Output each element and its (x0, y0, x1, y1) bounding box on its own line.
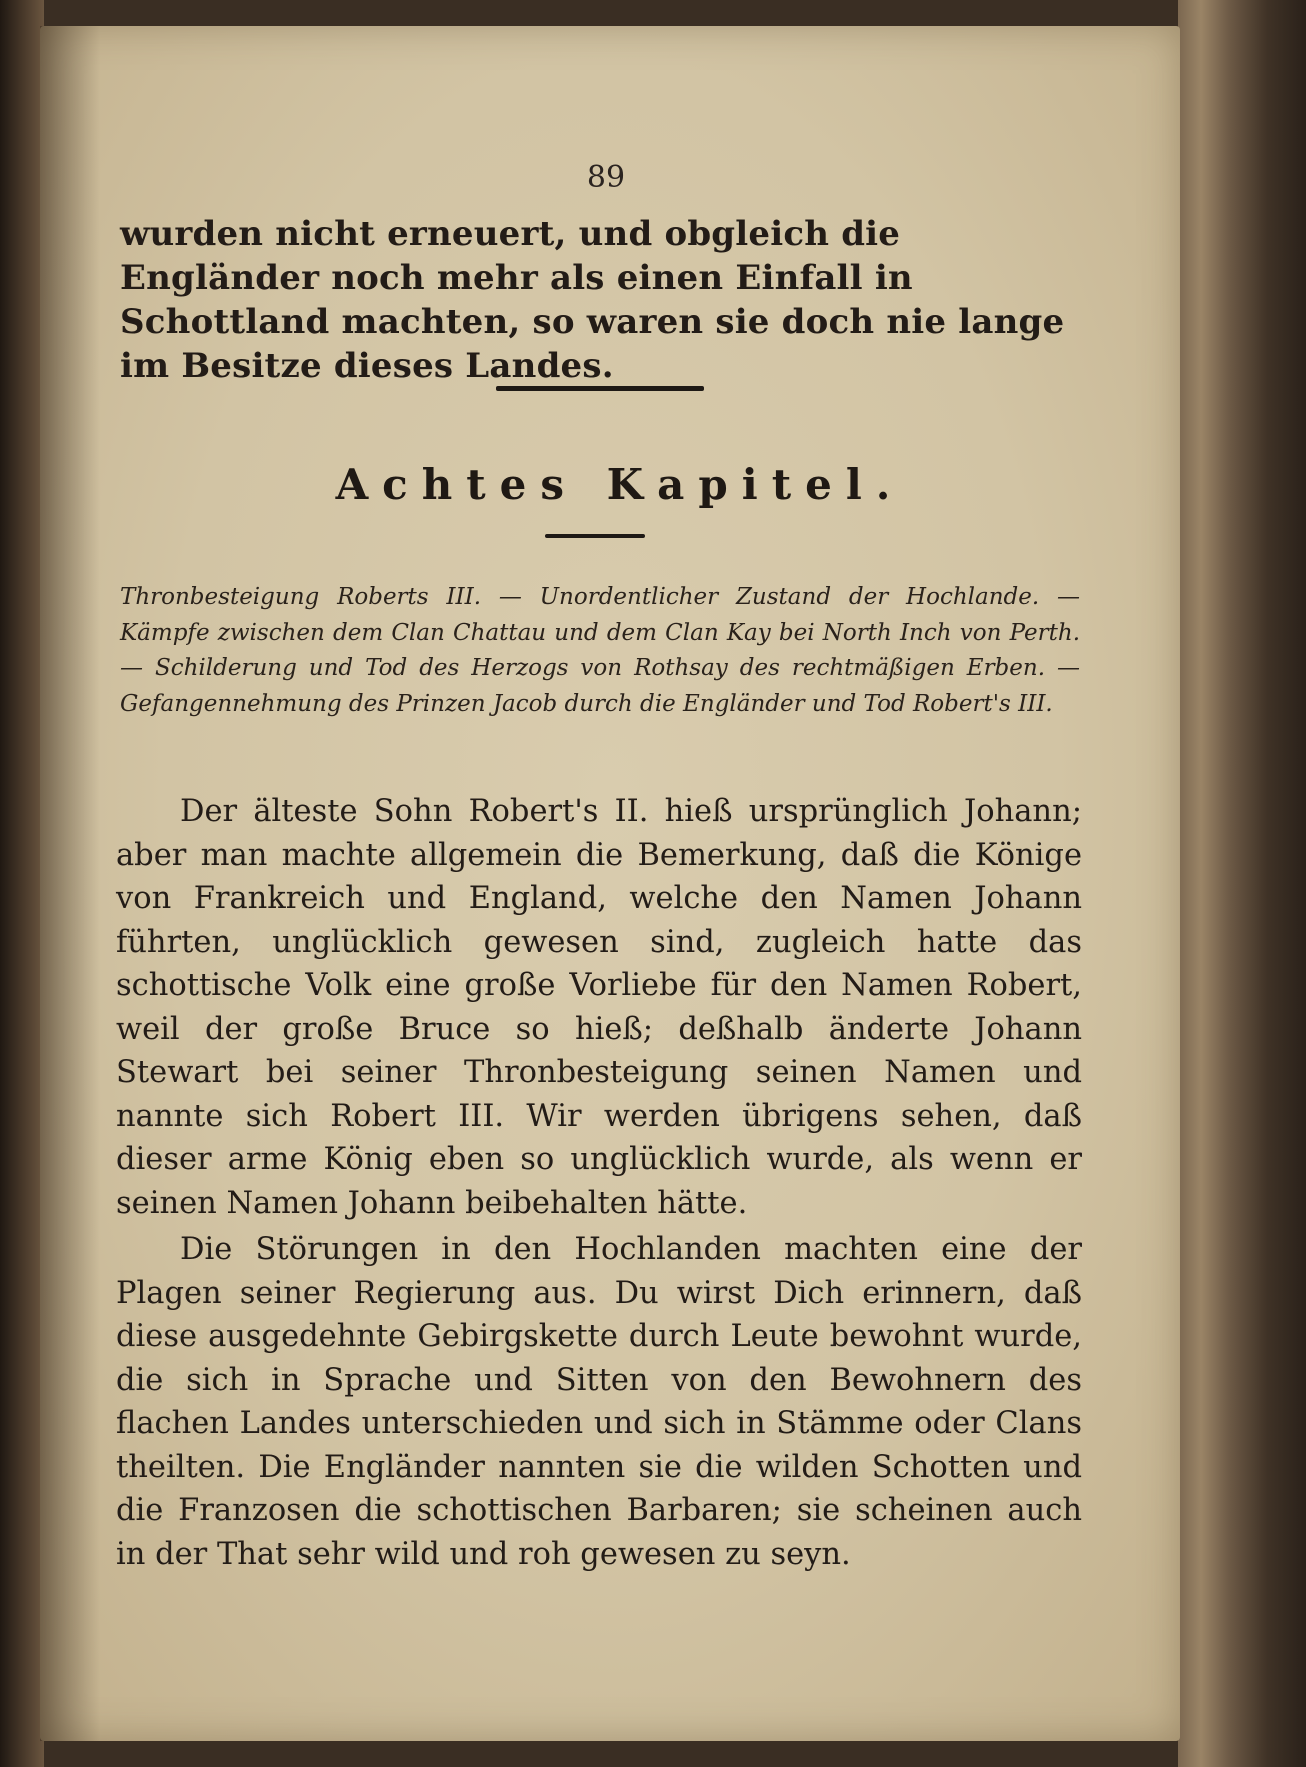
book-edge-left (0, 0, 44, 1767)
body-paragraph: Der älteste Sohn Robert's II. hieß ursprünglich Johann; aber man machte allgemein die Bemerkung, daß die Könige von Frankreich und England, welche den Namen Johann führten, unglücklich gewesen sind, zugleich hatte das schottische Volk eine große Vorliebe für den Namen Robert, weil der große Bruce so hieß; deßhalb änderte Johann Stewart bei seiner Thronbesteigung seinen Namen und nannte sich Robert III. Wir werden übrigens sehen, daß dieser arme König eben so unglücklich wurde, als wenn er seinen Namen Johann beibehalten hätte. (116, 794, 1082, 1221)
top-paragraph: wurden nicht erneuert, und obgleich die Engländer noch mehr als einen Einfall in Schottland machten, so waren sie doch nie lange im Besitze dieses Landes. (120, 214, 1065, 386)
page-gutter-shadow (40, 26, 100, 1741)
book-page-edges (1178, 0, 1306, 1767)
chapter-title: Achtes Kapitel. (335, 460, 905, 509)
title-underline (545, 534, 645, 538)
section-divider (496, 386, 704, 391)
body-paragraph: Die Störungen in den Hochlanden machten eine der Plagen seiner Regierung aus. Du wirst Dich erinnern, daß diese ausgedehnte Gebirgskette durch Leute bewohnt wurde, die sich in Sprache und Sitten von den Bewohnern des flachen Landes unterschieden und sich in Stämme oder Clans theilten. Die Engländer nannten sie die wilden Schotten und die Franzosen die schottischen Barbaren; sie scheinen auch in der That sehr wild und roh gewesen zu seyn. (116, 1232, 1082, 1572)
chapter-summary: Thronbesteigung Roberts III. — Unordentlicher Zustand der Hochlande. — Kämpfe zwischen dem Clan Chattau und dem Clan Kay bei North Inch von Perth. — Schilderung und Tod des Herzogs von Rothsay des rechtmäßigen Erben. — Gefangennehmung des Prinzen Jacob durch die Engländer und Tod Robert's III. (120, 584, 1080, 717)
page-number: 89 (586, 160, 626, 195)
